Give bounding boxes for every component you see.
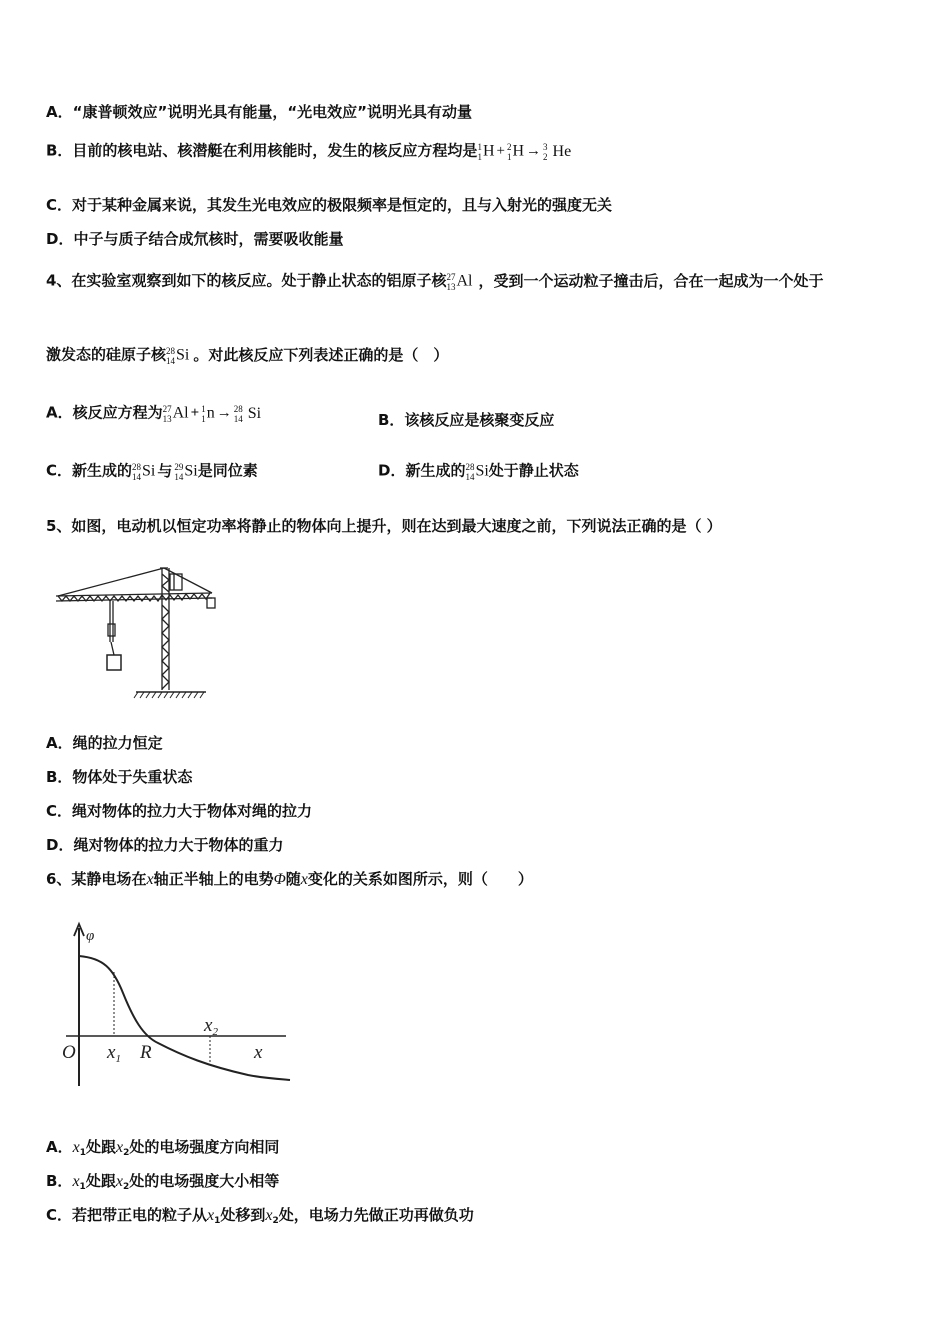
q3-option-a: A．“康普顿效应”说明光具有能量，“光电效应”说明光具有动量 bbox=[46, 103, 473, 121]
nuclide-al27-eq: 27 13 Al bbox=[162, 403, 189, 424]
nuclide-si28-c: 28 14 Si bbox=[132, 461, 156, 482]
x1-label: $x_1$ bbox=[107, 1042, 121, 1065]
q4-option-c: C．新生成的 28 14 Si 与 29 14 Si是同位素 bbox=[46, 461, 258, 482]
nuclide-h1: 1 1 H bbox=[477, 141, 495, 162]
q3-option-c: C．对于某种金属来说，其发生光电效应的极限频率是恒定的，且与入射光的强度无关 bbox=[46, 196, 613, 214]
q4-stem-line2: 激发态的硅原子核 28 14 Si 。对此核反应下列表述正确的是（ ） bbox=[46, 345, 449, 366]
q5-option-b: B．物体处于失重状态 bbox=[46, 768, 193, 786]
q4-option-a: A．核反应方程为 27 13 Al + 1 1 n → 28 14 Si bbox=[46, 403, 262, 424]
q5-option-c: C．绳对物体的拉力大于物体对绳的拉力 bbox=[46, 802, 313, 820]
q6-stem: 6、某静电场在x轴正半轴上的电势Φ随x变化的关系如图所示，则（ ） bbox=[46, 870, 533, 888]
axis-label-phi: φ bbox=[86, 928, 95, 944]
q6-option-b: B．$x_1$处跟$x_2$处的电场强度大小相等 bbox=[46, 1172, 280, 1192]
q3-option-d: D．中子与质子结合成氘核时，需要吸收能量 bbox=[46, 230, 344, 248]
q4-option-d: D．新生成的 28 14 Si处于静止状态 bbox=[378, 461, 579, 482]
origin-label: O bbox=[62, 1042, 76, 1063]
nuclide-n1: 1 1 n bbox=[201, 403, 215, 424]
q3-option-b: B．目前的核电站、核潜艇在利用核能时，发生的核反应方程均是 1 1 H + 2 1 H → 3 2 He bbox=[46, 141, 572, 162]
nuclide-he3: 3 2 He bbox=[543, 141, 572, 162]
q4-stem-line1: 4、在实验室观察到如下的核反应。处于静止状态的铝原子核 27 13 Al ，受到一个运动粒子撞击后，合在一起成为一个处于 bbox=[46, 271, 824, 292]
nuclide-si28: 28 14 Si bbox=[166, 345, 190, 366]
nuclide-si28-d: 28 14 Si bbox=[465, 461, 489, 482]
crane-figure bbox=[52, 560, 222, 705]
q6-option-c: C．若把带正电的粒子从$x_1$处移到$x_2$处，电场力先做正功再做负功 bbox=[46, 1206, 474, 1226]
nuclide-al27: 27 13 Al bbox=[446, 271, 473, 292]
q5-option-a: A．绳的拉力恒定 bbox=[46, 734, 163, 752]
x-axis-label: x bbox=[254, 1042, 263, 1063]
nuclide-h2: 2 1 H bbox=[506, 141, 525, 162]
q6-option-a: A．$x_1$处跟$x_2$处的电场强度方向相同 bbox=[46, 1138, 280, 1158]
nuclide-si29: 29 14 Si bbox=[174, 461, 198, 482]
x2-label: $x_2$ bbox=[204, 1015, 218, 1038]
q5-stem: 5、如图，电动机以恒定功率将静止的物体向上提升，则在达到最大速度之前，下列说法正确的是（ ） bbox=[46, 517, 722, 535]
q4-option-b: B．该核反应是核聚变反应 bbox=[378, 411, 555, 429]
nuclide-si28-eq: 28 14 Si bbox=[233, 403, 262, 424]
r-label: R bbox=[140, 1042, 152, 1063]
q5-option-d: D．绳对物体的拉力大于物体的重力 bbox=[46, 836, 284, 854]
potential-graph bbox=[58, 918, 298, 1093]
